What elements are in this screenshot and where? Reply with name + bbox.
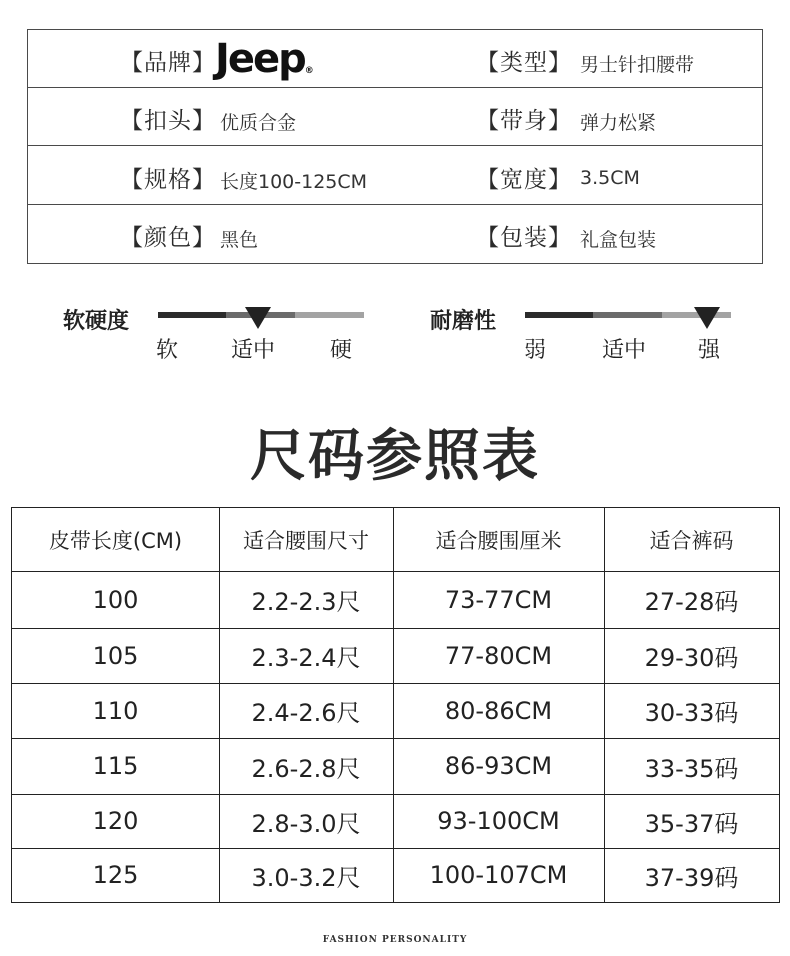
cell-waist-cm: 100-107CM: [429, 861, 568, 889]
cell-pants-size: 30-33码: [644, 699, 739, 727]
cell-waist-chi: 2.4-2.6尺: [251, 699, 361, 727]
cell-waist-chi: 2.2-2.3尺: [251, 588, 361, 616]
cell-waist-chi: 2.3-2.4尺: [251, 644, 361, 672]
table-row-divider: [12, 683, 779, 684]
spec-row-brand: [28, 30, 762, 88]
cell-pants-size: 33-35码: [644, 754, 739, 783]
hardness-title: 软硬度: [63, 309, 130, 334]
durability-label-strong: 强: [698, 338, 721, 363]
buckle-label: 【扣头】: [120, 108, 216, 134]
cell-length: 120: [92, 807, 139, 835]
buckle-value: 优质合金: [220, 112, 297, 134]
spec-row-color: [28, 205, 762, 263]
strap-label: 【带身】: [476, 108, 572, 134]
table-column-divider: [393, 508, 394, 902]
cell-waist-cm: 86-93CM: [444, 752, 553, 780]
product-spec-table: [27, 29, 763, 264]
cell-waist-cm: 77-80CM: [444, 641, 553, 670]
cell-waist-chi: 3.0-3.2尺: [251, 863, 361, 892]
type-value: 男士针扣腰带: [580, 54, 695, 76]
table-row-divider: [12, 794, 779, 795]
package-label: 【包装】: [476, 225, 572, 251]
header-pants-size: 适合裤码: [649, 528, 734, 553]
table-row-divider: [12, 738, 779, 739]
hardness-bar-segment-soft: [158, 312, 226, 318]
table-row-divider: [12, 571, 779, 572]
cell-length: 115: [92, 752, 139, 780]
cell-waist-cm: 93-100CM: [437, 807, 560, 835]
durability-title: 耐磨性: [430, 309, 497, 334]
cell-length: 100: [92, 585, 139, 614]
header-waist-chi: 适合腰围尺寸: [243, 528, 369, 553]
width-label: 【宽度】: [476, 167, 572, 193]
footer-tagline: FASHION PERSONALITY: [322, 935, 468, 945]
cell-waist-chi: 2.6-2.8尺: [251, 754, 361, 783]
spec-row-size: [28, 147, 762, 205]
cell-pants-size: 35-37码: [644, 809, 739, 838]
brand-label: 【品牌】: [120, 50, 216, 76]
durability-bar-segment-medium: [593, 312, 662, 318]
cell-pants-size: 37-39码: [644, 863, 739, 892]
cell-pants-size: 27-28码: [644, 588, 739, 616]
cell-length: 110: [92, 696, 139, 725]
package-value: 礼盒包装: [580, 229, 657, 251]
table-column-divider: [219, 508, 220, 902]
cell-waist-cm: 80-86CM: [444, 696, 553, 725]
cell-waist-chi: 2.8-3.0尺: [251, 809, 361, 838]
color-value: 黑色: [220, 229, 259, 251]
durability-label-medium: 适中: [602, 338, 647, 363]
durability-bar-segment-weak: [525, 312, 593, 318]
header-waist-cm: 适合腰围厘米: [435, 528, 562, 553]
hardness-bar-segment-hard: [295, 312, 364, 318]
table-row-divider: [12, 848, 779, 849]
size-chart-title: 尺码参照表: [250, 424, 540, 489]
durability-label-weak: 弱: [524, 338, 547, 363]
hardness-label-medium: 适中: [231, 338, 276, 363]
durability-indicator-icon: [694, 307, 720, 329]
spec-row-buckle: [28, 88, 762, 146]
size-label: 【规格】: [120, 167, 216, 193]
cell-pants-size: 29-30码: [644, 644, 739, 672]
hardness-indicator-icon: [245, 307, 271, 329]
color-label: 【颜色】: [120, 225, 216, 251]
hardness-label-soft: 软: [156, 338, 179, 363]
jeep-logo: Jeep®: [215, 36, 314, 82]
width-value: 3.5CM: [580, 167, 640, 189]
type-label: 【类型】: [476, 50, 572, 76]
strap-value: 弹力松紧: [580, 112, 657, 134]
cell-waist-cm: 73-77CM: [444, 585, 553, 614]
hardness-label-hard: 硬: [330, 338, 353, 363]
cell-length: 105: [92, 641, 139, 670]
table-row-divider: [12, 628, 779, 629]
table-column-divider: [604, 508, 605, 902]
size-chart-table: [11, 507, 780, 903]
size-value: 长度100-125CM: [220, 171, 368, 193]
cell-length: 125: [92, 861, 139, 889]
header-length: 皮带长度(CM): [48, 528, 183, 553]
